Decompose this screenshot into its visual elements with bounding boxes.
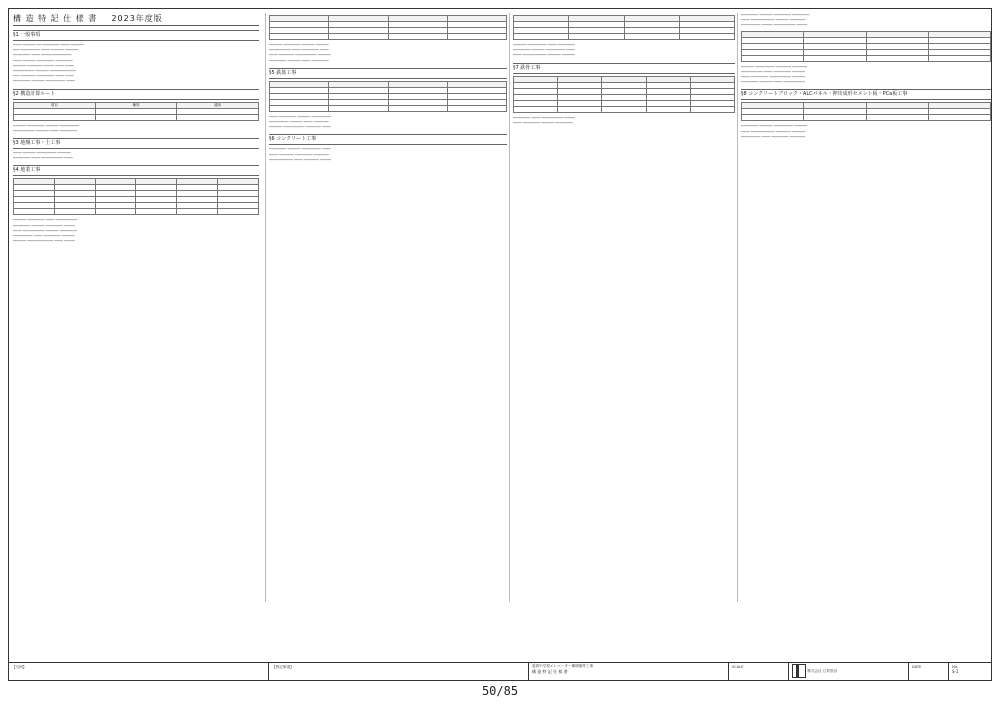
scale-cell bbox=[729, 663, 789, 680]
firm-cell bbox=[789, 663, 909, 680]
materials-table bbox=[269, 15, 507, 40]
column-4: ━━━━━━━━ ━━━━━━ ━━━━━━━━ ━━━━━━━━ ━━━━ ━━━━━━━━━━━ ━━━━━━ ━━━━━━━ ━━━━━━━━━ ━━━━━ ━━━━━━━━━━ ━━━━━ ━━━━━━ ━━━━━━━━━ ━━━━━━━ ━━━━━━━ ━━━━━━━━━━ ━━━━ ━━━━━━━━ ━━━━━━ ━━━━ ━━━━━━━━ ━━━━━━━━━━ ━━━━━━ ━━━━━━━━ ━━━━━━ ━━━━ ━━━━━━━━━━ §8 コンクリートブロック・ALCパネル・押出成形セメント板・PCa板工事 ━━━━━━━━ ━━━━━━ ━━━━━━━━━ ━━━━━━ ━━━━ ━━━━━━━━━━━ ━━━━━━━ ━━━━━━ ━━━━━━━━━ ━━━━ ━━━━━━━━ ━━━━━━━ bbox=[737, 13, 991, 602]
notes-cell bbox=[9, 663, 269, 680]
drawing-no-cell bbox=[949, 663, 991, 680]
date-cell bbox=[909, 663, 949, 680]
th-item: 項目 bbox=[14, 102, 96, 108]
column-2: ━━━━━━ ━━━━━━━━ ━━━━━━ ━━━━━━ ━━━━━━━━━━ ━━━━ ━━━━━━━━ ━━━━ ━━━━ ━━━━━━━ ━━━━━━━━━━ ━━━━━━ ━━━━━━━━ ━━━━━━ ━━━━ ━━━━━━━━ §5 鉄筋工事 ━━━━ ━━━━━━━━ ━━━━━━ ━━━━━━━━━ ━━━━━━━━━ ━━━━━━ ━━━━ ━━━━━━━ ━━━━━━ ━━━━━━━━━━ ━━━━━━━ ━━━━ §6 コンクリート工事 ━━━━━━━━ ━━━━━━ ━━━━━━━━━ ━━━━ ━━━━ ━━━━━━━ ━━━━━━━━ ━━━━━━━ ━━━━━━━━━━━ ━━━━ ━━━━━━━ ━━━━━ bbox=[265, 13, 507, 602]
section-heading-8: §8 コンクリートブロック・ALCパネル・押出成形セメント板・PCa板工事 bbox=[741, 89, 991, 100]
document-title bbox=[13, 13, 259, 26]
th-kind: 種別 bbox=[95, 102, 177, 108]
section-heading-5: §5 鉄筋工事 bbox=[269, 68, 507, 79]
foundation-table bbox=[13, 178, 259, 215]
date-label: DATE bbox=[912, 665, 922, 669]
drawing-title: 構 造 特 記 仕 様 書 bbox=[532, 669, 568, 674]
special-notes-cell bbox=[269, 663, 529, 680]
scale-label: SCALE bbox=[732, 665, 744, 669]
drawing-sheet bbox=[8, 8, 992, 663]
notes-label: 【凡例】 bbox=[12, 665, 27, 669]
section-heading-1: §1 一般事項 bbox=[13, 30, 259, 41]
project-name: 滋賀中学校エレベーター棟増築等工事 bbox=[532, 664, 594, 668]
firm-logo-icon bbox=[792, 664, 806, 678]
concrete-table bbox=[513, 15, 735, 40]
th-apply: 適用 bbox=[177, 102, 259, 108]
section-heading-6: §6 コンクリート工事 bbox=[269, 134, 507, 145]
block-table bbox=[741, 102, 991, 121]
project-cell bbox=[529, 663, 729, 680]
section-heading-4: §4 地業工事 bbox=[13, 165, 259, 176]
drawing-no-label: No. bbox=[952, 665, 958, 669]
doc-year-text: 2023年度版 bbox=[111, 14, 163, 23]
rebar-table bbox=[269, 81, 507, 112]
section-heading-3: §3 地盤工事・土工事 bbox=[13, 138, 259, 149]
paint-table bbox=[741, 31, 991, 62]
firm-name: 株式会社 日昇設計 bbox=[807, 669, 838, 673]
column-3: ━━━━━━ ━━━━━━━━━ ━━━━ ━━━━━━━━ ━━━━━━━━ ━━━━━━ ━━━━━━━━━ ━━━━ ━━━━ ━━━━━━━━━━━ ━━━━━━ ━━━━━━ §7 鉄骨工事 ━━━━━━━━ ━━━━ ━━━━━━━━━━ ━━━━━ ━━━━ ━━━━━━━━ ━━━━━━ ━━━━━━━━ bbox=[509, 13, 735, 602]
page-number: 50/85 bbox=[481, 684, 519, 698]
title-block bbox=[8, 663, 992, 681]
section-heading-7: §7 鉄骨工事 bbox=[513, 63, 735, 74]
special-label: 【特記事項】 bbox=[272, 665, 294, 669]
calc-route-table bbox=[13, 102, 259, 121]
section-heading-2: §2 構造計算ルート bbox=[13, 89, 259, 100]
column-1: 構 造 特 記 仕 様 書 2023年度版 §1 一般事項 ━━━━ ━━━━━━ ━━ ━━━━━━━━ ━━━━ ━━━━━━ ━━━ ━━━━━━━━━ ━━━━ ━━━━━━ ━━━━━━ ━━━━━━━━ ━━━━ ━━━━━━━━━━━━━━ ━━━━ ━━━━━━ ━━━━━━━━ ━━━━━━━━ ━━━━━━ ━━━━━━━ ━━━━━ ━━━━ ━━━━ ━━━━━━━━━━ ━━━━━━ ━━━━━━━━━━━━ ━━━ ━━━━━━━ ━━━━━━━━ ━━━━ ━━━━ ━━━━━━━━ ━━━━━━ ━━━━━━━━━ ━━━━ §2 構造計算ルート 項目 種別 適用 ━━━━━━ ━━━━━━━━ ━━━━━━ ━━━━━━━━━ ━━━━━━━━━━ ━━━━━━ ━━━━ ━━━━━━━━ §3 地盤工事・土工事 ━━━━ ━━━━━━ ━━━━━━━━━ ━━━━━━ ━━━━━━━━ ━━━━ ━━━━━━━━━━ ━━━━ §4 地業工事 ━━━━━━ ━━━━━━━━ ━━━━ ━━━━━━━━━━ ━━━━━━━━ ━━━━━━ ━━━━━━━━ ━━━━━ ━━━━ ━━━━━━━━━━ ━━━━━━ ━━━━━━━━ ━━━━━━━━━ ━━━━ ━━━━━━━━ ━━━━━━ ━━━━━━ ━━━━━━━━━━━━ ━━━━ ━━━━━ bbox=[13, 13, 259, 602]
steel-table bbox=[513, 76, 735, 113]
doc-title-text: 構 造 特 記 仕 様 書 bbox=[13, 14, 98, 23]
drawing-no: S-1 bbox=[952, 669, 959, 674]
spec-lines-1: ━━━━ ━━━━━━ ━━ ━━━━━━━━ ━━━━ ━━━━━━ ━━━ ━━━━━━━━━ ━━━━ ━━━━━━ ━━━━━━ ━━━━━━━━ ━━━━ ━━━━━━━━━━━━━━ ━━━━ ━━━━━━ ━━━━━━━━ ━━━━━━━━ ━━━━━━ ━━━━━━━ ━━━━━ ━━━━ ━━━━ ━━━━━━━━━━ ━━━━━━ ━━━━━━━━━━━━ ━━━ ━━━━━━━ ━━━━━━━━ ━━━━ ━━━━ ━━━━━━━━ ━━━━━━ ━━━━━━━━━ ━━━━ bbox=[13, 43, 84, 84]
